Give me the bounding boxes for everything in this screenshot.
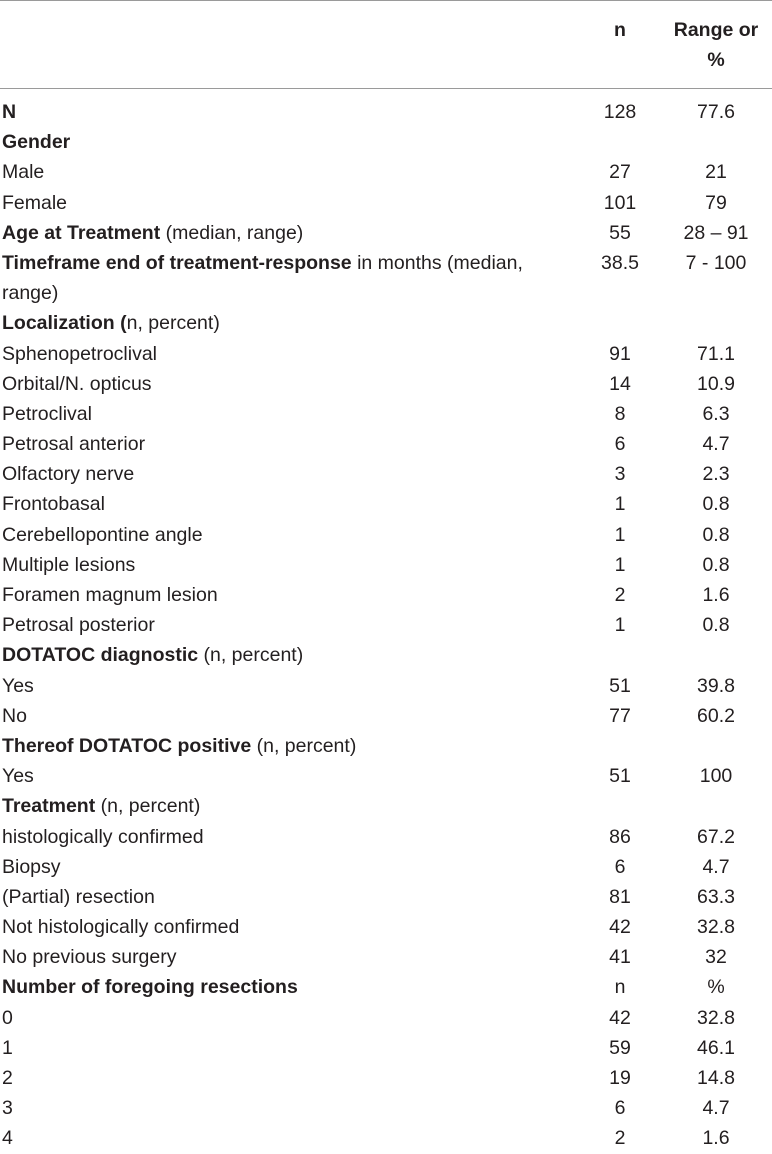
table-row: [0, 459, 772, 489]
row-label-text: Yes: [2, 765, 34, 788]
row-label: [2, 942, 562, 972]
table-row: [0, 369, 772, 399]
row-label-text: 1: [2, 1036, 13, 1059]
row-label-text: Not histologically confirmed: [2, 916, 240, 939]
row-label: [2, 761, 562, 791]
cell-n: 1: [614, 523, 626, 546]
row-label-text: Female: [2, 191, 68, 214]
cell-range-or-percent: 7 - 100: [685, 251, 747, 274]
table-row: [0, 882, 772, 912]
table-row: [0, 157, 772, 187]
cell-range-or-percent: 14.8: [697, 1067, 735, 1090]
cell-n: 59: [609, 1036, 631, 1059]
row-label-text: Petrosal anterior: [2, 433, 146, 456]
cell-n: 19: [609, 1067, 631, 1090]
row-label: [2, 912, 562, 942]
cell-range-or-percent: 77.6: [697, 101, 735, 123]
cell-n: 55: [609, 221, 631, 244]
cell-range-or-percent: 0.8: [702, 553, 730, 576]
row-label: [2, 1033, 562, 1063]
cell-range-or-percent: 32.8: [697, 1006, 735, 1029]
row-label: [2, 339, 562, 369]
cell-n: 101: [603, 191, 637, 214]
header-rule: [0, 88, 772, 89]
row-label-bold: Number of foregoing resections: [2, 976, 298, 999]
table-row: [0, 1093, 772, 1123]
row-label-text: Frontobasal: [2, 493, 105, 516]
table-row: [0, 822, 772, 852]
row-label: [2, 701, 562, 731]
table-row: [0, 1063, 772, 1093]
cell-n: 51: [609, 674, 631, 697]
cell-range-or-percent: 2.3: [702, 463, 730, 486]
cell-n: 38.5: [601, 251, 639, 274]
column-header-n: n: [614, 19, 626, 41]
row-label-text: 3: [2, 1097, 13, 1120]
table-row: [0, 671, 772, 701]
cell-range-or-percent: 4.7: [702, 855, 730, 878]
cell-n: 6: [614, 1097, 626, 1120]
table-row: [0, 1003, 772, 1033]
cell-n: 14: [609, 372, 631, 395]
row-label-text: Multiple lesions: [2, 553, 136, 576]
row-label: [2, 731, 562, 761]
table-row: [0, 248, 772, 308]
row-label: [2, 1003, 562, 1033]
row-label-text: Olfactory nerve: [2, 463, 135, 486]
table-row: [0, 942, 772, 972]
cell-range-or-percent: 46.1: [697, 1036, 735, 1059]
row-label-text: 4: [2, 1127, 13, 1150]
cell-range-or-percent: 32: [705, 946, 727, 969]
row-label-text: 0: [2, 1006, 13, 1029]
row-label-text: histologically confirmed: [2, 825, 204, 848]
table-row: [0, 429, 772, 459]
cell-n: 2: [614, 1127, 626, 1150]
cell-n: 1: [614, 614, 626, 637]
cell-n: 8: [614, 402, 626, 425]
row-label: [2, 671, 562, 701]
cell-n: 42: [609, 916, 631, 939]
table-row: [0, 188, 772, 218]
table-row: [0, 701, 772, 731]
row-label-text: No: [2, 704, 27, 727]
row-label-bold: Timeframe end of treatment-response: [2, 251, 352, 274]
row-label: [2, 127, 562, 157]
column-header-range-line1: Range or: [673, 19, 759, 41]
table-row: [0, 339, 772, 369]
cell-n: 1: [614, 493, 626, 516]
table-row: [0, 308, 772, 338]
table-row: [0, 972, 772, 1002]
cell-range-or-percent: 67.2: [697, 825, 735, 848]
row-label-text: (n, percent): [251, 734, 357, 757]
row-label: [2, 822, 562, 852]
table-row: [0, 610, 772, 640]
table-row: [0, 1033, 772, 1063]
cell-n: 27: [609, 161, 631, 184]
cell-n: 128: [603, 101, 637, 123]
row-label-text: in months (median, range): [2, 251, 523, 305]
cell-range-or-percent: 10.9: [697, 372, 735, 395]
column-header-range: [660, 15, 772, 75]
table-row: [0, 550, 772, 580]
row-label-text: (n, percent): [95, 795, 201, 818]
row-label-text: Orbital/N. opticus: [2, 372, 152, 395]
cell-range-or-percent: 1.6: [702, 584, 730, 607]
row-label-bold: DOTATOC diagnostic: [2, 644, 199, 667]
row-label: [2, 1093, 562, 1123]
cell-range-or-percent: 39.8: [697, 674, 735, 697]
row-label: [2, 791, 562, 821]
cell-range-or-percent: 71.1: [697, 342, 735, 365]
cell-n: 6: [614, 433, 626, 456]
row-label: [2, 308, 562, 338]
row-label: [2, 369, 562, 399]
row-label: [2, 1123, 562, 1153]
cell-range-or-percent: 4.7: [702, 433, 730, 456]
row-label: [2, 610, 562, 640]
table-row: [0, 761, 772, 791]
table-row: [0, 731, 772, 761]
table-row: [0, 399, 772, 429]
cell-range-or-percent: 79: [705, 191, 727, 214]
table-row: [0, 127, 772, 157]
row-label: [2, 1063, 562, 1093]
cell-range-or-percent: 4.7: [702, 1097, 730, 1120]
table-row: [0, 640, 772, 670]
cell-n: 42: [609, 1006, 631, 1029]
table-row: [0, 218, 772, 248]
cell-range-or-percent: 60.2: [697, 704, 735, 727]
row-label-text: No previous surgery: [2, 946, 177, 969]
row-label-bold: Thereof DOTATOC positive: [2, 734, 252, 757]
table-row: [0, 1123, 772, 1153]
table-row: [0, 489, 772, 519]
cell-range-or-percent: 0.8: [702, 523, 730, 546]
row-label: [2, 218, 562, 248]
cell-n: 1: [614, 553, 626, 576]
table-row: [0, 97, 772, 127]
row-label: [2, 580, 562, 610]
row-label: [2, 640, 562, 670]
row-label: [2, 459, 562, 489]
cell-n: 51: [609, 765, 631, 788]
row-label: [2, 489, 562, 519]
cell-n: 41: [609, 946, 631, 969]
cell-range-or-percent: 63.3: [697, 885, 735, 908]
row-label-bold: N: [2, 101, 17, 123]
row-label-text: Biopsy: [2, 855, 61, 878]
row-label: [2, 520, 562, 550]
table-row: [0, 852, 772, 882]
cell-range-or-percent: 1.6: [702, 1127, 730, 1150]
column-header-range-line2: %: [707, 49, 725, 71]
table-top-rule: [0, 0, 772, 1]
row-label-bold: Age at Treatment: [2, 221, 161, 244]
cell-range-or-percent: %: [707, 976, 725, 999]
cell-range-or-percent: 100: [699, 765, 733, 788]
row-label-text: (Partial) resection: [2, 885, 155, 908]
row-label: [2, 399, 562, 429]
row-label-bold: Treatment: [2, 795, 96, 818]
cell-n: 86: [609, 825, 631, 848]
cell-range-or-percent: 32.8: [697, 916, 735, 939]
row-label-text: Petroclival: [2, 402, 92, 425]
cell-range-or-percent: 6.3: [702, 402, 730, 425]
cell-n: 81: [609, 885, 631, 908]
row-label: [2, 429, 562, 459]
table-row: [0, 791, 772, 821]
row-label: [2, 882, 562, 912]
row-label-text: Male: [2, 161, 45, 184]
cell-n: 2: [614, 584, 626, 607]
cell-range-or-percent: 28 – 91: [683, 221, 749, 244]
cell-n: n: [614, 976, 626, 999]
cell-n: 77: [609, 704, 631, 727]
row-label-text: (median, range): [160, 221, 304, 244]
table-row: [0, 912, 772, 942]
row-label-text: Yes: [2, 674, 34, 697]
row-label-text: n, percent): [126, 312, 220, 335]
cell-n: 6: [614, 855, 626, 878]
row-label-bold: Gender: [2, 131, 71, 154]
row-label-text: Petrosal posterior: [2, 614, 155, 637]
table-body: [0, 97, 772, 1154]
table-row: [0, 520, 772, 550]
row-label: [2, 157, 562, 187]
row-label-text: Sphenopetroclival: [2, 342, 158, 365]
table-row: [0, 580, 772, 610]
cell-range-or-percent: 21: [705, 161, 727, 184]
row-label: [2, 188, 562, 218]
cell-range-or-percent: 0.8: [702, 614, 730, 637]
row-label-text: Foramen magnum lesion: [2, 584, 218, 607]
cell-n: 91: [609, 342, 631, 365]
row-label: [2, 248, 562, 308]
row-label: [2, 97, 562, 127]
row-label-text: 2: [2, 1067, 13, 1090]
row-label-text: Cerebellopontine angle: [2, 523, 203, 546]
row-label-text: (n, percent): [198, 644, 304, 667]
row-label-bold: Localization (: [2, 312, 127, 335]
row-label: [2, 550, 562, 580]
cell-range-or-percent: 0.8: [702, 493, 730, 516]
row-label: [2, 972, 562, 1002]
row-label: [2, 852, 562, 882]
cell-n: 3: [614, 463, 626, 486]
